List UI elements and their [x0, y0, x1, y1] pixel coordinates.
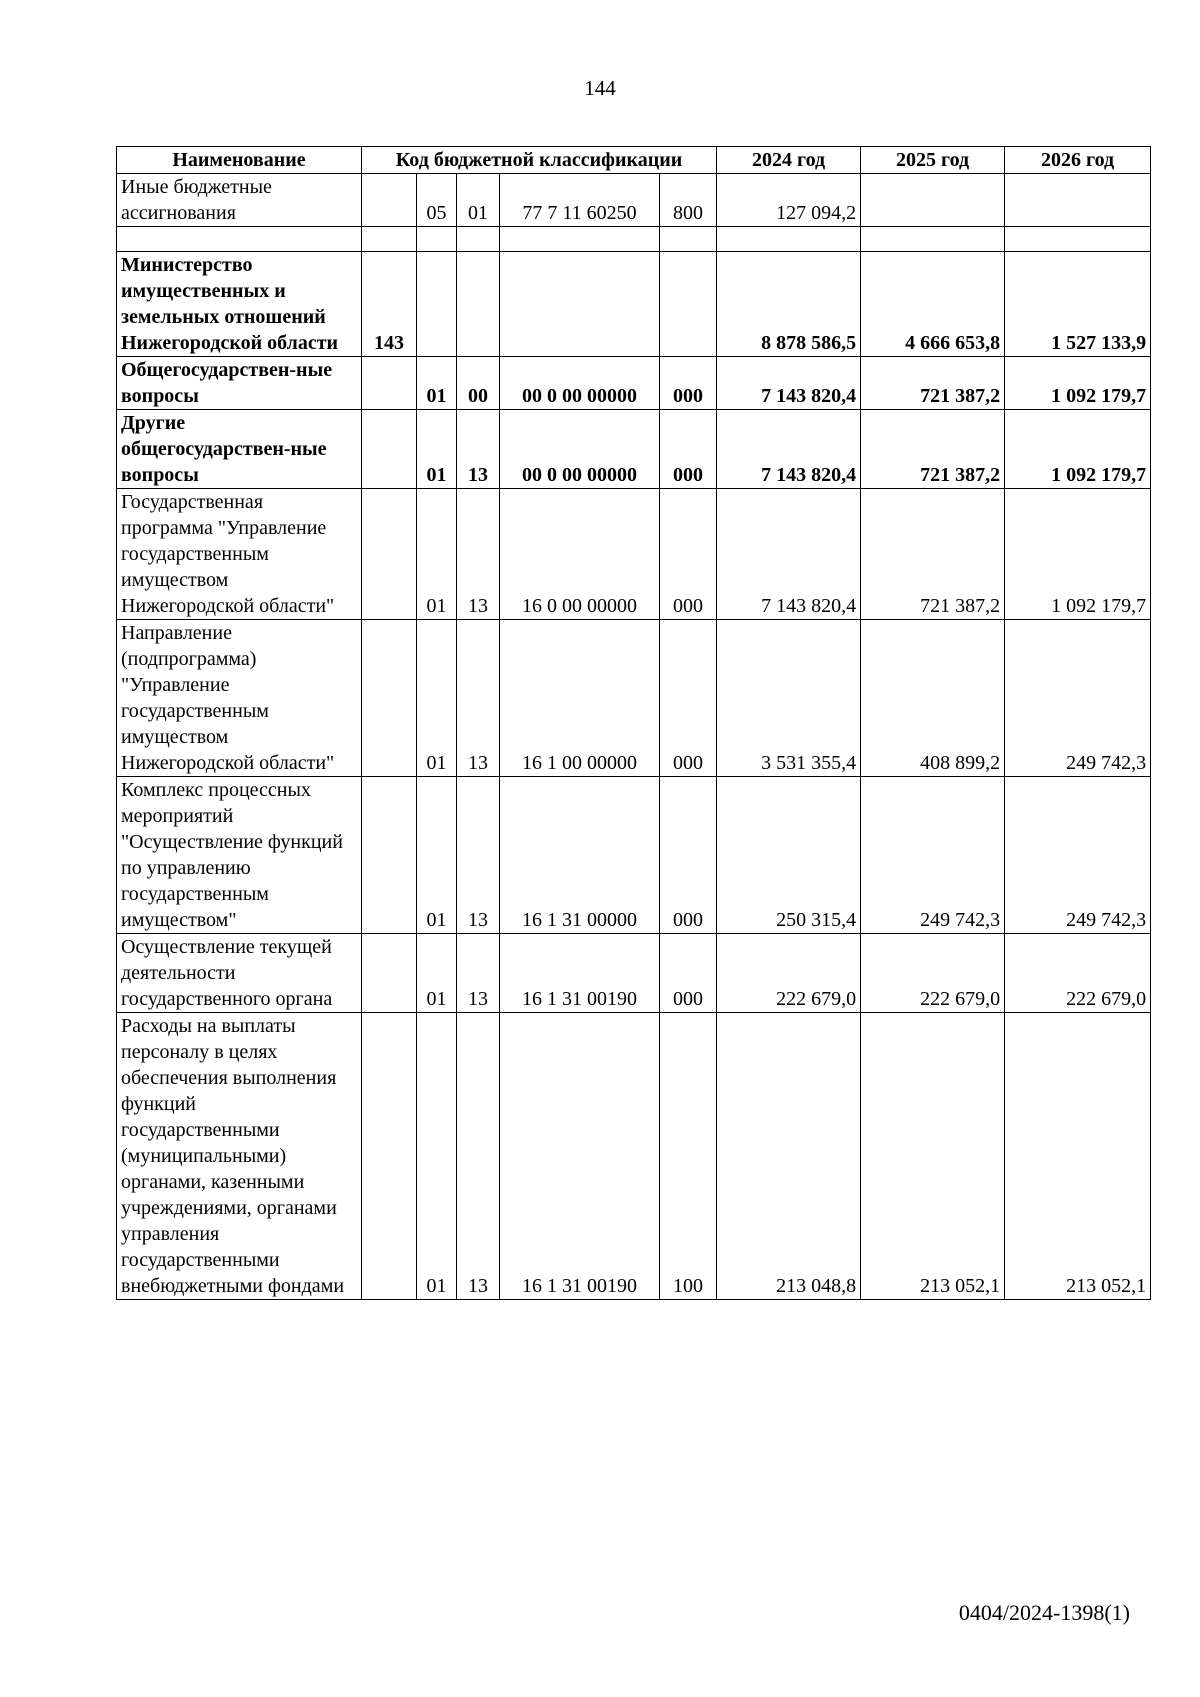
header-2025: 2025 год [861, 147, 1005, 174]
table-row [117, 357, 1151, 410]
row-rz: 01 [417, 357, 457, 410]
table-row [117, 620, 1151, 777]
row-ved [362, 777, 417, 934]
budget-table [116, 146, 1151, 1300]
row-pr: 13 [457, 410, 500, 489]
row-2025: 213 052,1 [861, 1013, 1005, 1300]
row-2024: 7 143 820,4 [717, 410, 861, 489]
row-vr: 000 [660, 934, 717, 1013]
row-rz [417, 227, 457, 252]
table-row [117, 777, 1151, 934]
row-pr: 13 [457, 934, 500, 1013]
row-csr: 16 1 00 00000 [500, 620, 660, 777]
row-csr: 77 7 11 60250 [500, 174, 660, 227]
row-pr: 13 [457, 777, 500, 934]
row-ved [362, 620, 417, 777]
row-2026: 1 092 179,7 [1005, 410, 1151, 489]
row-ved [362, 357, 417, 410]
row-2025: 721 387,2 [861, 357, 1005, 410]
row-rz: 05 [417, 174, 457, 227]
row-name: Расходы на выплаты персоналу в целях обеспечения выполнения функций государственными (муниципальными) органами, казенными учреждениями, органами управления государственными внебюджетными фондами [117, 1013, 362, 1300]
row-ved [362, 934, 417, 1013]
row-2024 [717, 227, 861, 252]
row-rz: 01 [417, 620, 457, 777]
row-vr: 000 [660, 777, 717, 934]
row-2024: 7 143 820,4 [717, 357, 861, 410]
row-ved [362, 174, 417, 227]
row-2025: 4 666 653,8 [861, 252, 1005, 357]
row-vr: 800 [660, 174, 717, 227]
header-code: Код бюджетной классификации [362, 147, 717, 174]
row-vr: 100 [660, 1013, 717, 1300]
table-row [117, 934, 1151, 1013]
table-row [117, 489, 1151, 620]
row-rz [417, 252, 457, 357]
row-name: Государственная программа "Управление государственным имуществом Нижегородской области" [117, 489, 362, 620]
row-2026 [1005, 227, 1151, 252]
row-2026: 249 742,3 [1005, 777, 1151, 934]
row-vr [660, 227, 717, 252]
row-name: Общегосударствен-ные вопросы [117, 357, 362, 410]
row-csr: 16 1 31 00190 [500, 1013, 660, 1300]
row-name: Осуществление текущей деятельности государственного органа [117, 934, 362, 1013]
row-name: Направление (подпрограмма) "Управление государственным имуществом Нижегородской области" [117, 620, 362, 777]
row-2026: 1 527 133,9 [1005, 252, 1151, 357]
table-row-spacer [117, 227, 1151, 252]
row-2026: 222 679,0 [1005, 934, 1151, 1013]
row-pr: 01 [457, 174, 500, 227]
row-rz: 01 [417, 777, 457, 934]
row-pr [457, 252, 500, 357]
row-name [117, 227, 362, 252]
document-id: 0404/2024-1398(1) [958, 1600, 1130, 1625]
row-csr: 16 1 31 00000 [500, 777, 660, 934]
row-2024: 8 878 586,5 [717, 252, 861, 357]
row-csr [500, 227, 660, 252]
row-pr: 00 [457, 357, 500, 410]
row-name: Иные бюджетные ассигнования [117, 174, 362, 227]
row-csr: 16 1 31 00190 [500, 934, 660, 1013]
row-ved [362, 489, 417, 620]
row-2026 [1005, 174, 1151, 227]
row-2026: 249 742,3 [1005, 620, 1151, 777]
row-ved [362, 227, 417, 252]
row-csr: 00 0 00 00000 [500, 357, 660, 410]
row-name: Другие общегосударствен-ные вопросы [117, 410, 362, 489]
row-vr [660, 252, 717, 357]
row-pr: 13 [457, 620, 500, 777]
row-pr: 13 [457, 489, 500, 620]
row-2025: 721 387,2 [861, 410, 1005, 489]
row-2024: 7 143 820,4 [717, 489, 861, 620]
row-2024: 3 531 355,4 [717, 620, 861, 777]
row-2024: 213 048,8 [717, 1013, 861, 1300]
row-2025: 222 679,0 [861, 934, 1005, 1013]
row-2025: 721 387,2 [861, 489, 1005, 620]
row-pr: 13 [457, 1013, 500, 1300]
row-2024: 222 679,0 [717, 934, 861, 1013]
row-rz: 01 [417, 410, 457, 489]
row-vr: 000 [660, 620, 717, 777]
row-csr: 00 0 00 00000 [500, 410, 660, 489]
row-vr: 000 [660, 489, 717, 620]
row-vr: 000 [660, 357, 717, 410]
table-row [117, 174, 1151, 227]
row-ved [362, 1013, 417, 1300]
row-csr [500, 252, 660, 357]
row-rz: 01 [417, 1013, 457, 1300]
row-csr: 16 0 00 00000 [500, 489, 660, 620]
row-rz: 01 [417, 489, 457, 620]
header-2024: 2024 год [717, 147, 861, 174]
table-row [117, 410, 1151, 489]
row-2026: 1 092 179,7 [1005, 489, 1151, 620]
row-2024: 127 094,2 [717, 174, 861, 227]
page-number: 144 [584, 76, 616, 100]
header-2026: 2026 год [1005, 147, 1151, 174]
row-ved: 143 [362, 252, 417, 357]
row-2025: 249 742,3 [861, 777, 1005, 934]
table-header-row [117, 147, 1151, 174]
row-2026: 1 092 179,7 [1005, 357, 1151, 410]
row-name: Министерство имущественных и земельных отношений Нижегородской области [117, 252, 362, 357]
row-2025 [861, 174, 1005, 227]
row-vr: 000 [660, 410, 717, 489]
row-2025 [861, 227, 1005, 252]
table-row [117, 1013, 1151, 1300]
row-name: Комплекс процессных мероприятий "Осуществление функций по управлению государственным имуществом" [117, 777, 362, 934]
row-pr [457, 227, 500, 252]
header-name: Наименование [117, 147, 362, 174]
row-2026: 213 052,1 [1005, 1013, 1151, 1300]
table-row [117, 252, 1151, 357]
row-ved [362, 410, 417, 489]
row-rz: 01 [417, 934, 457, 1013]
row-2025: 408 899,2 [861, 620, 1005, 777]
row-2024: 250 315,4 [717, 777, 861, 934]
